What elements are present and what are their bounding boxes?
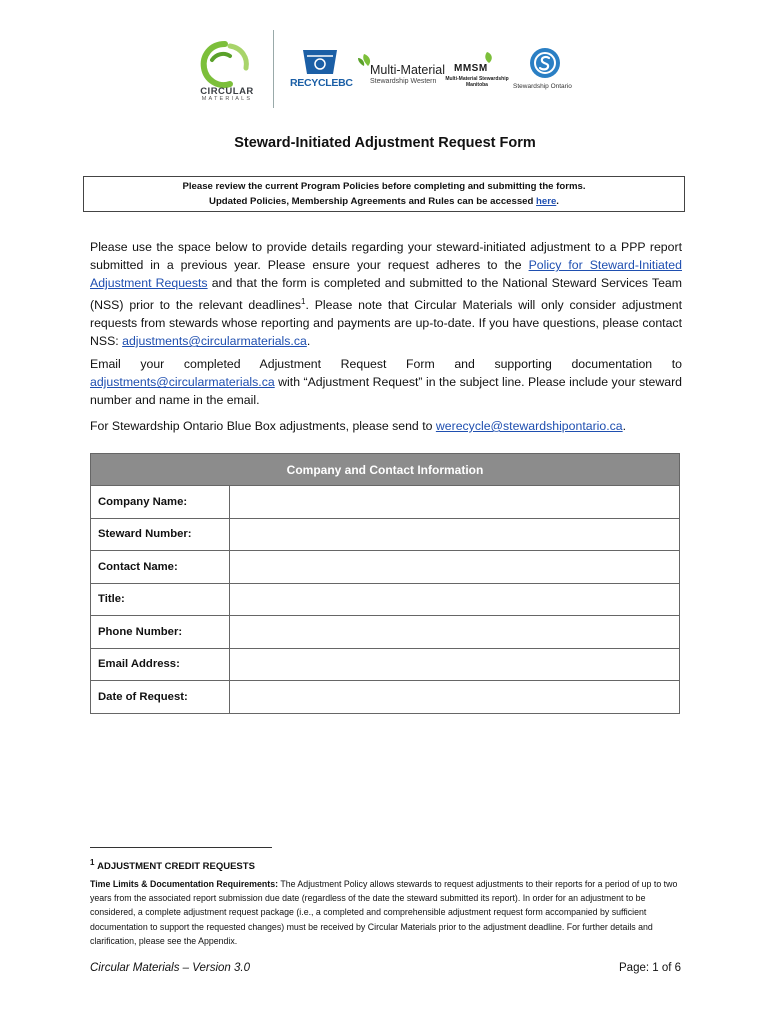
stewardship-ontario-logo-icon: [520, 46, 570, 80]
circular-materials-subtitle: MATERIALS: [201, 96, 253, 102]
logo-divider: [273, 30, 274, 108]
intro-text-3: . Please note that Circular Materials will only consider adjustment requests from stewards whose reporting and payments are up-to-date. If you have questions, please contact NSS:: [90, 297, 682, 349]
footnote-ref: 1: [301, 296, 306, 306]
notice-line-2-suffix: .: [556, 196, 559, 207]
footer-version: Circular Materials – Version 3.0: [90, 962, 250, 974]
form-label: Steward Number:: [91, 518, 230, 551]
footnote-lead: Time Limits & Documentation Requirements:: [90, 879, 279, 889]
mmsw-subtitle: Stewardship Western: [370, 78, 437, 85]
ontario-text-2: .: [622, 419, 627, 433]
policy-notice-box: [83, 176, 685, 212]
form-row: [91, 616, 680, 649]
footnote-body: [90, 877, 680, 948]
form-label: Title:: [91, 583, 230, 616]
company-contact-form: [90, 453, 680, 714]
ontario-text-1: For Stewardship Ontario Blue Box adjustments, please send to: [90, 419, 436, 433]
intro-text-2: and that the form is completed and submitted to the National Steward Services Team (NSS) prior to the relevant deadlines: [90, 276, 682, 312]
ontario-paragraph: [90, 417, 682, 435]
footnote-text: The Adjustment Policy allows stewards to request adjustments to their reports for a period of up to two years from the associated report submission due date (regardless of the date the steward submitted its report). In order for an adjustment to be considered, a complete adjustment request package (i.e., a completed and comprehensible adjustment request form accompanied by sufficient documentation to support the requested changes) must be received by Circular Materials prior to the adjustment deadline. For further details and clarification, please see the Appendix.: [90, 879, 678, 946]
policy-link[interactable]: Policy for Steward-Initiated Adjustment Requests: [90, 258, 682, 291]
footnote-heading: [90, 858, 255, 872]
email-text-2: with “Adjustment Request” in the subject line. Please include your steward number and name in the email.: [90, 375, 682, 408]
adjustments-email-link[interactable]: adjustments@circularmaterials.ca: [90, 375, 275, 390]
intro-paragraph: [90, 238, 682, 350]
intro-text-4: .: [306, 334, 311, 349]
nss-email-link[interactable]: adjustments@circularmaterials.ca: [122, 334, 307, 349]
email-instructions-paragraph: [90, 355, 682, 410]
stewardship-ontario-wordmark: Stewardship Ontario: [513, 83, 572, 90]
form-row: [91, 486, 680, 519]
page-title: Steward-Initiated Adjustment Request Form: [234, 135, 536, 151]
form-label: Email Address:: [91, 648, 230, 681]
form-row: [91, 551, 680, 584]
email-text-1: Email your completed Adjustment Request Form and supporting documentation to: [90, 357, 682, 371]
form-row: [91, 518, 680, 551]
recycle-bc-wordmark: RECYCLEBC: [290, 77, 353, 89]
ontario-email-link[interactable]: werecycle@stewardshipontario.ca: [435, 419, 623, 433]
mmsw-title: Multi-Material: [370, 63, 446, 77]
mmsm-subtitle: Multi-Material Stewardship Manitoba: [445, 76, 509, 88]
email-address-field[interactable]: [230, 648, 680, 681]
here-link[interactable]: here: [536, 196, 557, 207]
form-label: Contact Name:: [91, 551, 230, 584]
title-field[interactable]: [230, 583, 680, 616]
circular-materials-wordmark: CIRCULAR: [200, 86, 254, 97]
footnote-separator: [90, 847, 272, 848]
company-name-field[interactable]: [230, 486, 680, 519]
footnote-number: 1: [90, 858, 95, 867]
date-of-request-field[interactable]: [230, 681, 680, 714]
form-row: [91, 648, 680, 681]
footnote-heading-text: ADJUSTMENT CREDIT REQUESTS: [97, 861, 255, 873]
form-label: Company Name:: [91, 486, 230, 519]
intro-text-1: Please use the space below to provide details regarding your steward-initiated adjustment to a PPP report submitted in a previous year. Please ensure your request adheres to the: [90, 240, 682, 273]
footer-page-number: Page: 1 of 6: [619, 962, 682, 974]
contact-name-field[interactable]: [230, 551, 680, 584]
steward-number-field[interactable]: [230, 518, 680, 551]
notice-line-2-text: Updated Policies, Membership Agreements and Rules can be accessed: [209, 196, 537, 207]
form-row: [91, 681, 680, 714]
form-label: Phone Number:: [91, 616, 230, 649]
phone-number-field[interactable]: [230, 616, 680, 649]
form-header: Company and Contact Information: [91, 454, 680, 486]
notice-line-1: Please review the current Program Policies before completing and submitting the forms.: [182, 181, 586, 192]
notice-line-2: [84, 194, 684, 209]
form-label: Date of Request:: [91, 681, 230, 714]
mmsm-title: MMSM: [454, 63, 488, 74]
form-row: [91, 583, 680, 616]
